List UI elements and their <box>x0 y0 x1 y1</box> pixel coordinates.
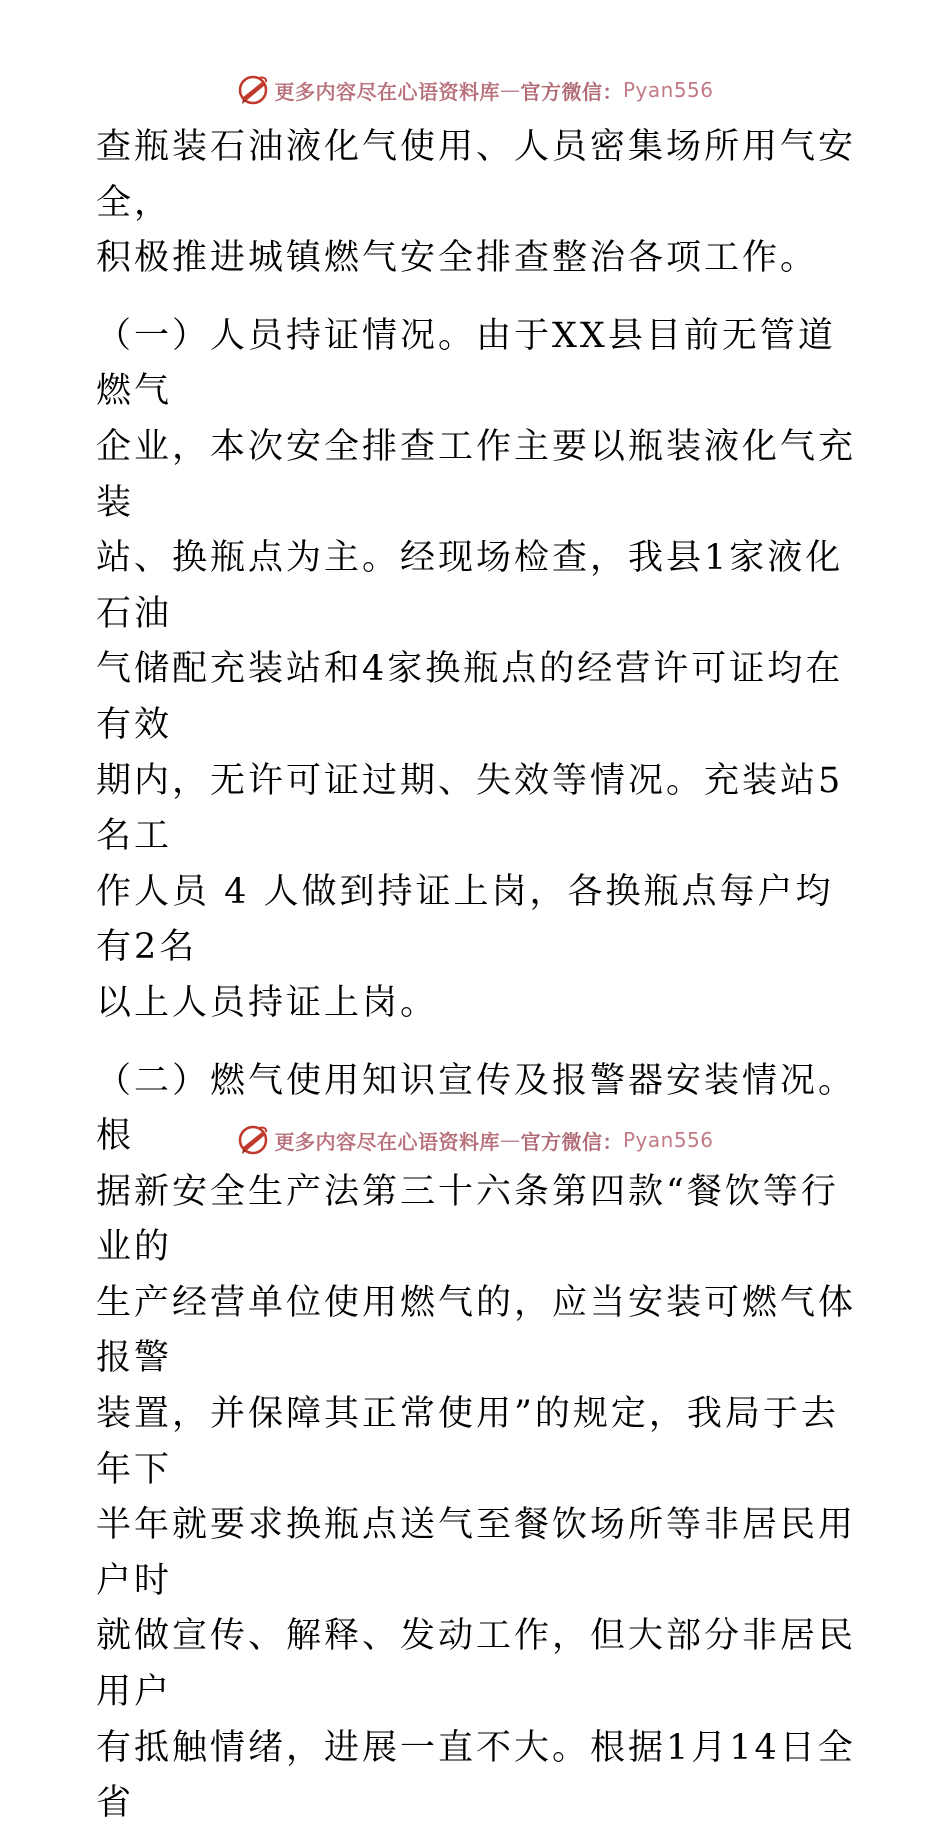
text-line: 积极推进城镇燃气安全排查整治各项工作。 <box>96 238 819 279</box>
header-watermark <box>0 70 950 110</box>
text-line: 半年就要求换瓶点送气至餐饮场所等非居民用户时 <box>96 1505 857 1601</box>
watermark-label: 官方微信： <box>520 79 623 104</box>
text-line: 站、换瓶点为主。经现场检查，我县1家液化石油 <box>96 538 844 634</box>
document-body <box>96 120 856 1832</box>
paragraph-2 <box>96 309 856 1032</box>
watermark-id: Pyan556 <box>622 78 714 102</box>
watermark-main-text: 更多内容尽在心语资料库 <box>274 79 500 104</box>
watermark-id: Pyan556 <box>622 1128 714 1152</box>
watermark-dash: — <box>499 78 521 102</box>
watermark-dash: — <box>499 1128 521 1152</box>
text-line: 就做宣传、解释、发动工作，但大部分非居民用户 <box>96 1616 857 1713</box>
text-line: 据新安全生产法第三十六条第四款“餐饮等行业的 <box>96 1171 839 1268</box>
text-line: 以上人员持证上岗。 <box>96 982 439 1023</box>
text-line: 气储配充装站和4家换瓶点的经营许可证均在有效 <box>96 649 844 745</box>
watermark-logo-icon <box>236 1123 270 1157</box>
watermark-logo-icon <box>236 73 270 107</box>
text-line: 有抵触情绪，进展一直不大。根据1月14日全省 <box>96 1727 856 1824</box>
text-line: 期内，无许可证过期、失效等情况。充装站5名工 <box>96 760 844 857</box>
footer-watermark <box>0 1120 950 1160</box>
text-line: 企业，本次安全排查工作主要以瓶装液化气充装 <box>96 426 857 523</box>
paragraph-1 <box>96 120 856 287</box>
text-line: 生产经营单位使用燃气的，应当安装可燃气体报警 <box>96 1282 857 1379</box>
text-line: 作人员 4 人做到持证上岗，各换瓶点每户均有2名 <box>96 871 834 968</box>
paragraph-3 <box>96 1054 856 1832</box>
watermark-main-text: 更多内容尽在心语资料库 <box>274 1129 500 1154</box>
text-line: 装置，并保障其正常使用”的规定，我局于去年下 <box>96 1394 839 1490</box>
text-line: （二）燃气使用知识宣传及报警器安装情况。根 <box>96 1060 857 1157</box>
text-line: 查瓶装石油液化气使用、人员密集场所用气安全， <box>96 127 857 223</box>
watermark-label: 官方微信： <box>520 1129 623 1154</box>
text-line: （一）人员持证情况。由于XX县目前无管道燃气 <box>96 315 836 412</box>
